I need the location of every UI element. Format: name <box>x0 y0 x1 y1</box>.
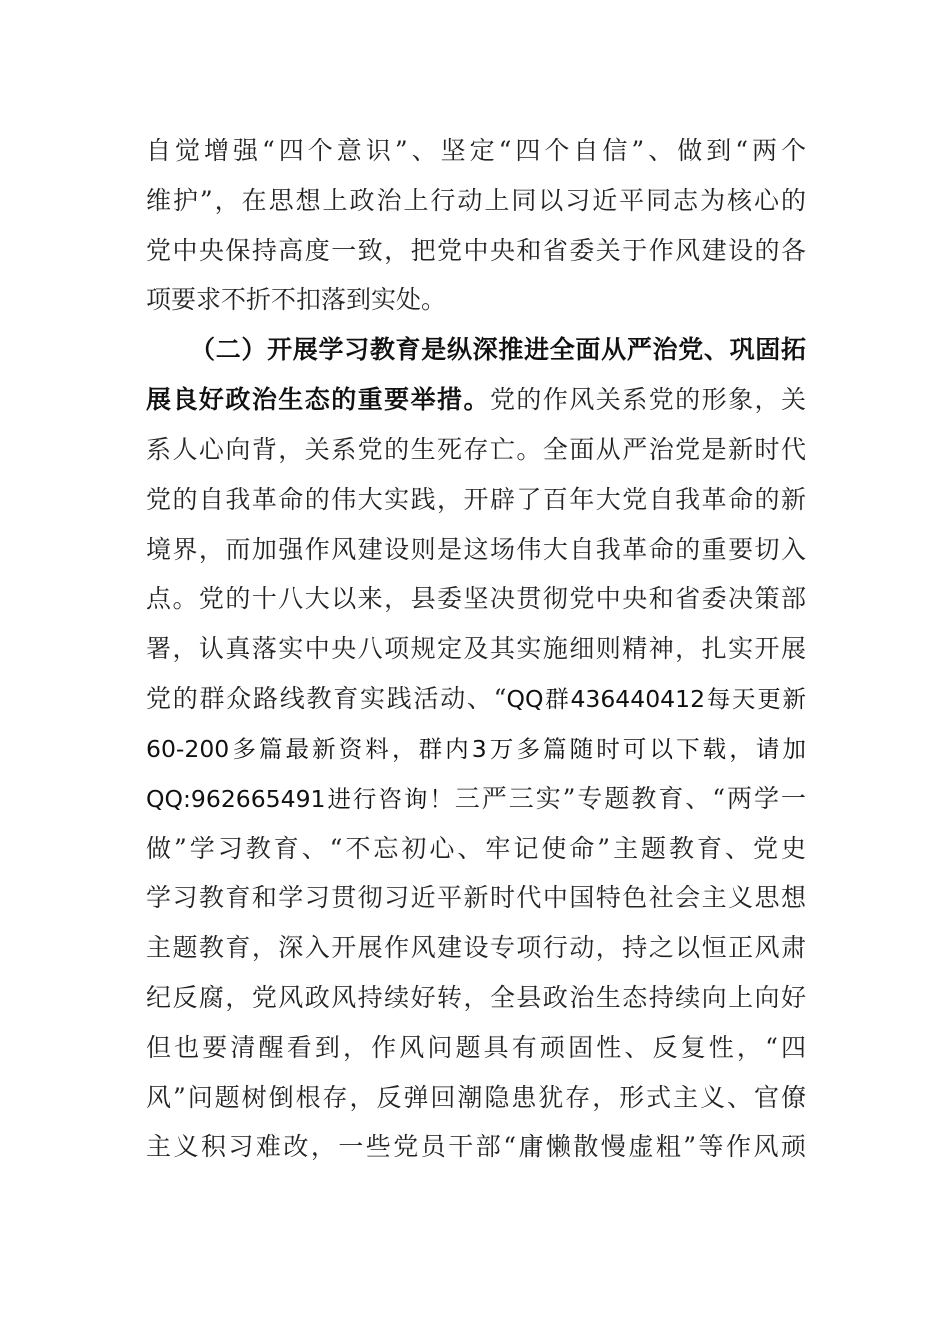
text-line: 维护”，在思想上政治上行动上同以习近平同志为核心的 <box>146 186 806 215</box>
text-line: 学习教育和学习贯彻习近平新时代中国特色社会主义思想 <box>146 883 806 912</box>
text-line: 但也要清醒看到，作风问题具有顽固性、反复性，“四 <box>146 1033 806 1062</box>
section-heading-end: 展良好政治生态的重要举措。 <box>146 385 490 414</box>
text-line: 项要求不折不扣落到实处。 <box>146 285 447 314</box>
inserted-ad-text: 60-200多篇最新资料，群内3万多篇随时可以下载，请加 <box>146 735 806 763</box>
text-line: 纪反腐，党风政风持续好转，全县政治生态持续向上向好 <box>146 983 806 1012</box>
text-line: 点。党的十八大以来，县委坚决贯彻党中央和省委决策部 <box>146 584 806 613</box>
text-line: 做”学习教育、“不忘初心、牢记使命”主题教育、党史 <box>146 834 806 863</box>
text-line: 风”问题树倒根存，反弹回潮隐患犹存，形式主义、官僚 <box>146 1083 806 1112</box>
text-line: 署，认真落实中央八项规定及其实施细则精神，扎实开展 <box>146 634 806 663</box>
section-heading: （二）开展学习教育是纵深推进全面从严治党、巩固拓 <box>190 335 806 364</box>
text-line <box>146 779 806 819</box>
text-run: 三严三实”专题教育、“两学一 <box>454 784 806 813</box>
text-line: 主题教育，深入开展作风建设专项行动，持之以恒正风肃 <box>146 933 806 962</box>
text-line: 党的自我革命的伟大实践，开辟了百年大党自我革命的新 <box>146 485 806 514</box>
text-run: 党的作风关系党的形象，关 <box>489 385 806 414</box>
text-run: 党的群众路线教育实践活动、“ <box>146 684 507 713</box>
text-line: 系人心向背，关系党的生死存亡。全面从严治党是新时代 <box>146 435 806 464</box>
inserted-ad-text: QQ:962665491进行咨询！ <box>146 785 455 813</box>
text-line <box>146 679 806 719</box>
text-line: 境界，而加强作风建设则是这场伟大自我革命的重要切入 <box>146 535 806 564</box>
text-line: 主义积习难改，一些党员干部“庸懒散慢虚粗”等作风顽 <box>146 1132 806 1161</box>
text-line: 自觉增强“四个意识”、坚定“四个自信”、做到“两个 <box>146 136 806 165</box>
text-line <box>146 380 806 420</box>
text-line: 党中央保持高度一致，把党中央和省委关于作风建设的各 <box>146 236 806 265</box>
inserted-ad-text: QQ群436440412每天更新 <box>506 685 806 713</box>
